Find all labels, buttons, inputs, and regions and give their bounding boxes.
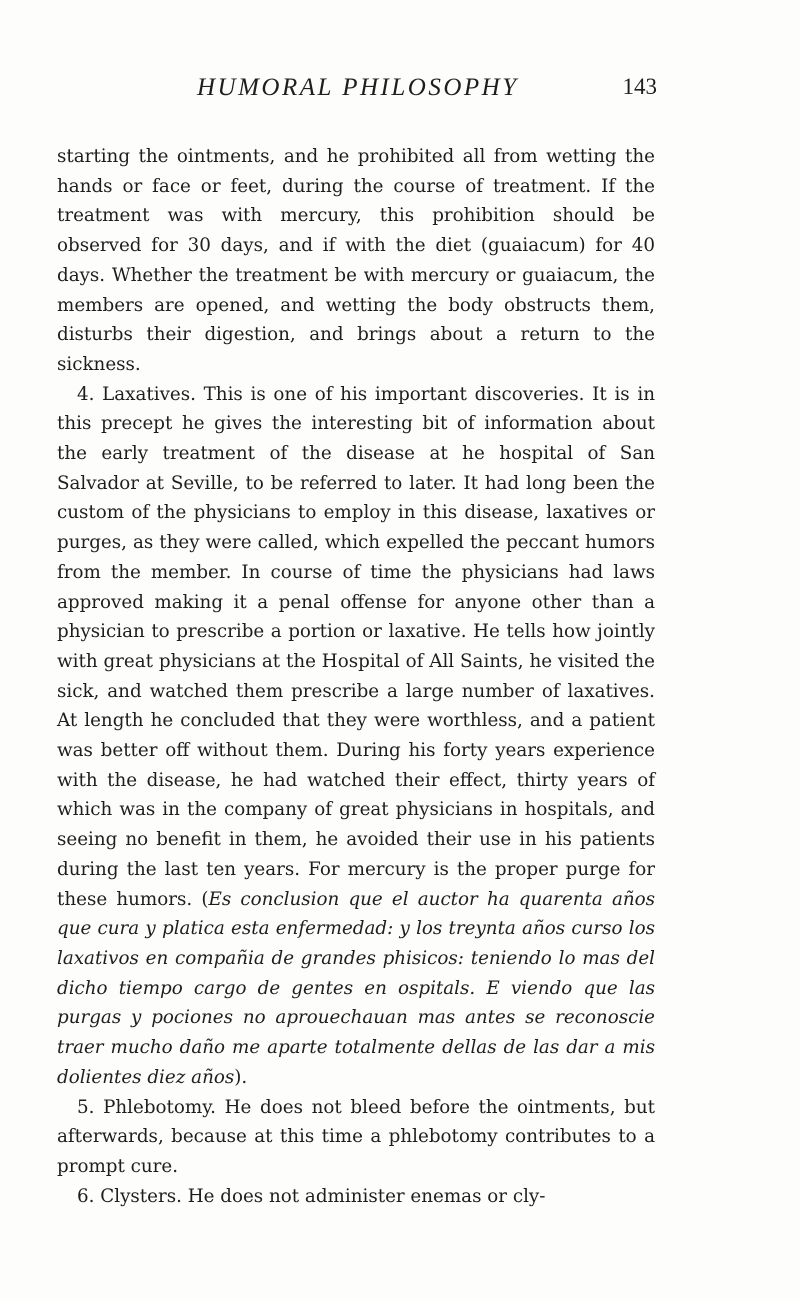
paragraph-clysters-text: 6. Clysters. He does not administer enemas or cly-: [77, 1185, 546, 1207]
paragraph-phlebotomy-text: 5. Phlebotomy. He does not bleed before the ointments, but afterwards, because at this time a phlebotomy contributes to a prompt cure.: [57, 1096, 655, 1177]
page-number: 143: [622, 74, 657, 99]
book-page: [57, 70, 657, 1207]
paragraph-laxatives-close: ).: [234, 1066, 248, 1088]
paragraph-1: [57, 142, 655, 380]
paragraph-laxatives: [57, 380, 655, 1093]
paragraph-clysters: [57, 1182, 655, 1212]
spanish-quotation: Es conclusion que el auctor ha quarenta años que cura y platica esta enfermedad: y los treynta años curso los laxativos en compañia de grandes phisicos: teniendo lo mas del dicho tiempo cargo de gentes en ospitals. E viendo que las purgas y pociones no aprouechauan mas antes se reconoscie traer mucho daño me aparte totalmente dellas de las dar a mis dolientes diez años: [57, 888, 655, 1088]
running-head: [57, 70, 657, 110]
paragraph-phlebotomy: [57, 1093, 655, 1182]
body-text: [57, 142, 655, 1211]
paragraph-1-text: starting the ointments, and he prohibited all from wetting the hands or face or feet, during the course of treatment. If the treatment was with mercury, this prohibition should be observed for 30 days, and if with the diet (guaiacum) for 40 days. Whether the treatment be with mercury or guaiacum, the members are opened, and wetting the body obstructs them, disturbs their digestion, and brings about a return to the sickness.: [57, 146, 655, 375]
running-head-title: HUMORAL PHILOSOPHY: [197, 74, 519, 101]
paragraph-laxatives-text: 4. Laxatives. This is one of his important discoveries. It is in this precept he gives the interesting bit of information about the early treatment of the disease at he hospital of San Salvador at Seville, to be referred to later. It had long been the custom of the physicians to employ in this disease, laxatives or purges, as they were called, which expelled the peccant humors from the member. In course of time the physicians had laws approved making it a penal offense for anyone other than a physician to prescribe a portion or laxative. He tells how jointly with great physicians at the Hospital of All Saints, he visited the sick, and watched them prescribe a large number of laxatives. At length he concluded that they were worthless, and a patient was better off without them. During his forty years experience with the disease, he had watched their effect, thirty years of which was in the company of great physicians in hospitals, and seeing no benefit in them, he avoided their use in his patients during the last ten years. For mercury is the proper purge for these humors. (: [57, 383, 655, 910]
